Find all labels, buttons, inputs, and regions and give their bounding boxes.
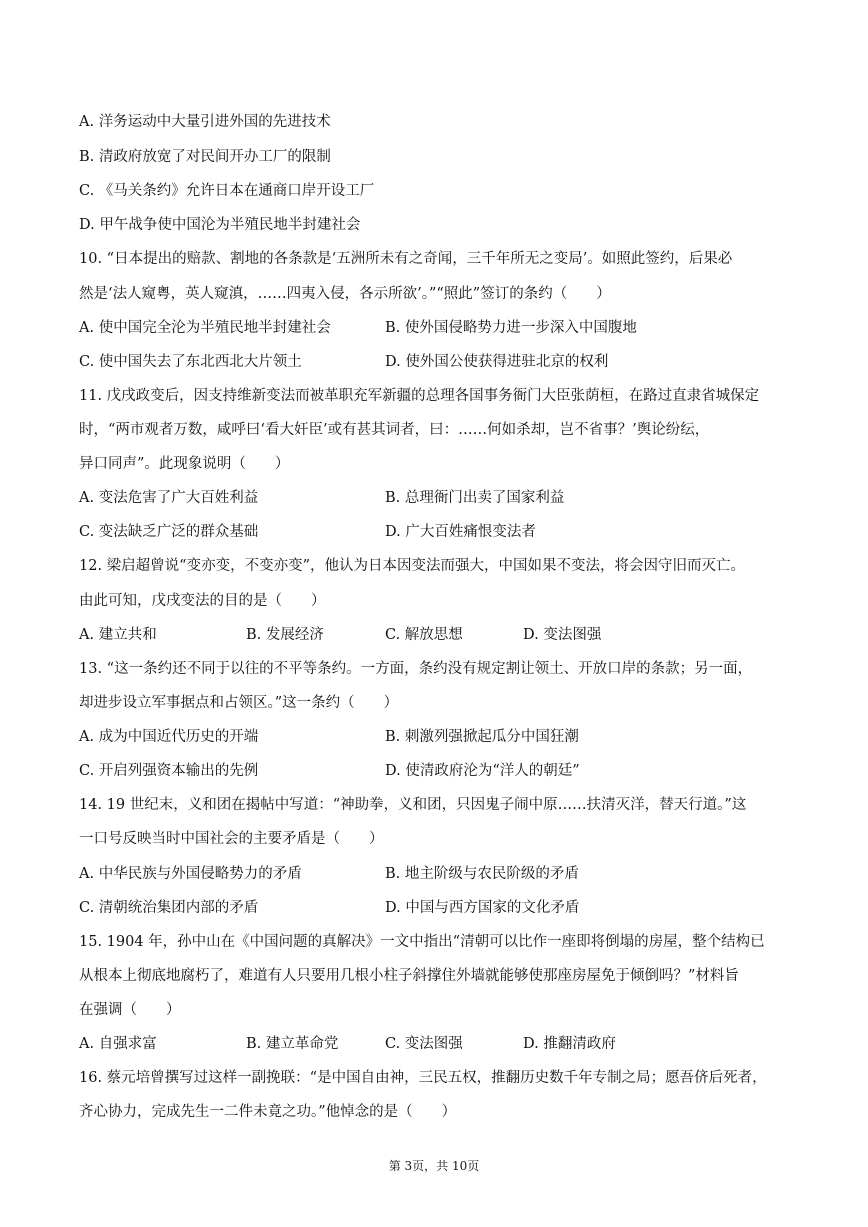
prev-option-c: C. 《马关条约》允许日本在通商口岸开设工厂: [79, 183, 375, 199]
q13-option-b: B. 刺激列强掀起瓜分中国狂潮: [385, 729, 579, 745]
q13-option-c: C. 开启列强资本输出的先例: [79, 763, 259, 779]
q11-option-b: B. 总理衙门出卖了国家利益: [385, 490, 565, 506]
q13-option-d: D. 使清政府沦为“洋人的朝廷”: [385, 763, 580, 779]
q14-stem-line-2: 一口号反映当时中国社会的主要矛盾是（ ）: [79, 831, 384, 847]
q10-stem-line-2: 然是‘法人窥粤，英人窥滇，……四夷入侵，各示所欲’。”“照此”签订的条约（ ）: [79, 286, 611, 302]
q15-stem-line-3: 在强调（ ）: [79, 1002, 181, 1018]
q13-option-a: A. 成为中国近代历史的开端: [79, 729, 259, 745]
q14-option-b: B. 地主阶级与农民阶级的矛盾: [385, 866, 579, 882]
q14-option-a: A. 中华民族与外国侵略势力的矛盾: [79, 866, 302, 882]
q15-option-b: B. 建立革命党: [246, 1036, 339, 1052]
q11-option-d: D. 广大百姓痛恨变法者: [385, 524, 536, 540]
q15-option-c: C. 变法图强: [385, 1036, 463, 1052]
q10-option-b: B. 使外国侵略势力进一步深入中国腹地: [385, 320, 637, 336]
q12-option-a: A. 建立共和: [79, 627, 157, 643]
q14-option-c: C. 清朝统治集团内部的矛盾: [79, 900, 259, 916]
q15-option-a: A. 自强求富: [79, 1036, 157, 1052]
q11-option-a: A. 变法危害了广大百姓利益: [79, 490, 259, 506]
q12-stem-line-1: 12. 梁启超曾说“变亦变，不变亦变”，他认为日本因变法而强大，中国如果不变法，将会因守旧而灭亡。: [79, 558, 745, 574]
q15-option-d: D. 推翻清政府: [523, 1036, 616, 1052]
q10-stem-line-1: 10. “日本提出的赔款、割地的各条款是‘五洲所未有之奇闻，三千年所无之变局’。如照此签约，后果必: [79, 251, 733, 267]
prev-option-b: B. 清政府放宽了对民间开办工厂的限制: [79, 149, 331, 165]
q12-option-c: C. 解放思想: [385, 627, 463, 643]
prev-option-a: A. 洋务运动中大量引进外国的先进技术: [79, 114, 331, 130]
q10-option-a: A. 使中国完全沦为半殖民地半封建社会: [79, 320, 331, 336]
q16-stem-line-1: 16. 蔡元培曾撰写过这样一副挽联：“是中国自由神，三民五权，推翻历史数千年专制之局；愿吾侪后死者，: [79, 1070, 767, 1086]
q11-option-c: C. 变法缺乏广泛的群众基础: [79, 524, 259, 540]
q11-stem-line-1: 11. 戊戌政变后，因支持维新变法而被革职充军新疆的总理各国事务衙门大臣张荫桓，在路过直隶省城保定: [79, 388, 760, 404]
q14-stem-line-1: 14. 19 世纪末，义和团在揭帖中写道：“神助拳，义和团，只因鬼子闹中原……扶清灭洋，替天行道。”这: [79, 797, 747, 813]
q14-option-d: D. 中国与西方国家的文化矛盾: [385, 900, 580, 916]
q11-stem-line-2: 时，“两市观者万数，咸呼曰‘看大奸臣’或有甚其词者，曰：……何如杀却，岂不省事？’舆论纷纭，: [79, 422, 710, 438]
q15-stem-line-2: 从根本上彻底地腐朽了，难道有人只要用几根小柱子斜撑住外墙就能够使那座房屋免于倾倒吗？”材料旨: [79, 968, 739, 984]
q10-option-d: D. 使外国公使获得进驻北京的权利: [385, 354, 609, 370]
q13-stem-line-2: 却进步设立军事据点和占领区。”这一条约（ ）: [79, 695, 399, 711]
q12-stem-line-2: 由此可知，戊戌变法的目的是（ ）: [79, 593, 326, 609]
q10-option-c: C. 使中国失去了东北西北大片领土: [79, 354, 302, 370]
prev-option-d: D. 甲午战争使中国沦为半殖民地半封建社会: [79, 217, 361, 233]
q11-stem-line-3: 异口同声”。此现象说明（ ）: [79, 456, 290, 472]
q15-stem-line-1: 15. 1904 年，孙中山在《中国问题的真解决》一文中指出“清朝可以比作一座即将倒塌的房屋，整个结构已: [79, 934, 765, 950]
q16-stem-line-2: 齐心协力，完成先生一二件未竟之功。”他悼念的是（ ）: [79, 1104, 457, 1120]
q12-option-d: D. 变法图强: [523, 627, 602, 643]
q13-stem-line-1: 13. “这一条约还不同于以往的不平等条约。一方面，条约没有规定割让领土、开放口岸的条款；另一面，: [79, 661, 753, 677]
q12-option-b: B. 发展经济: [246, 627, 324, 643]
page-number-footer: 第 3页，共 10页: [388, 1159, 480, 1173]
